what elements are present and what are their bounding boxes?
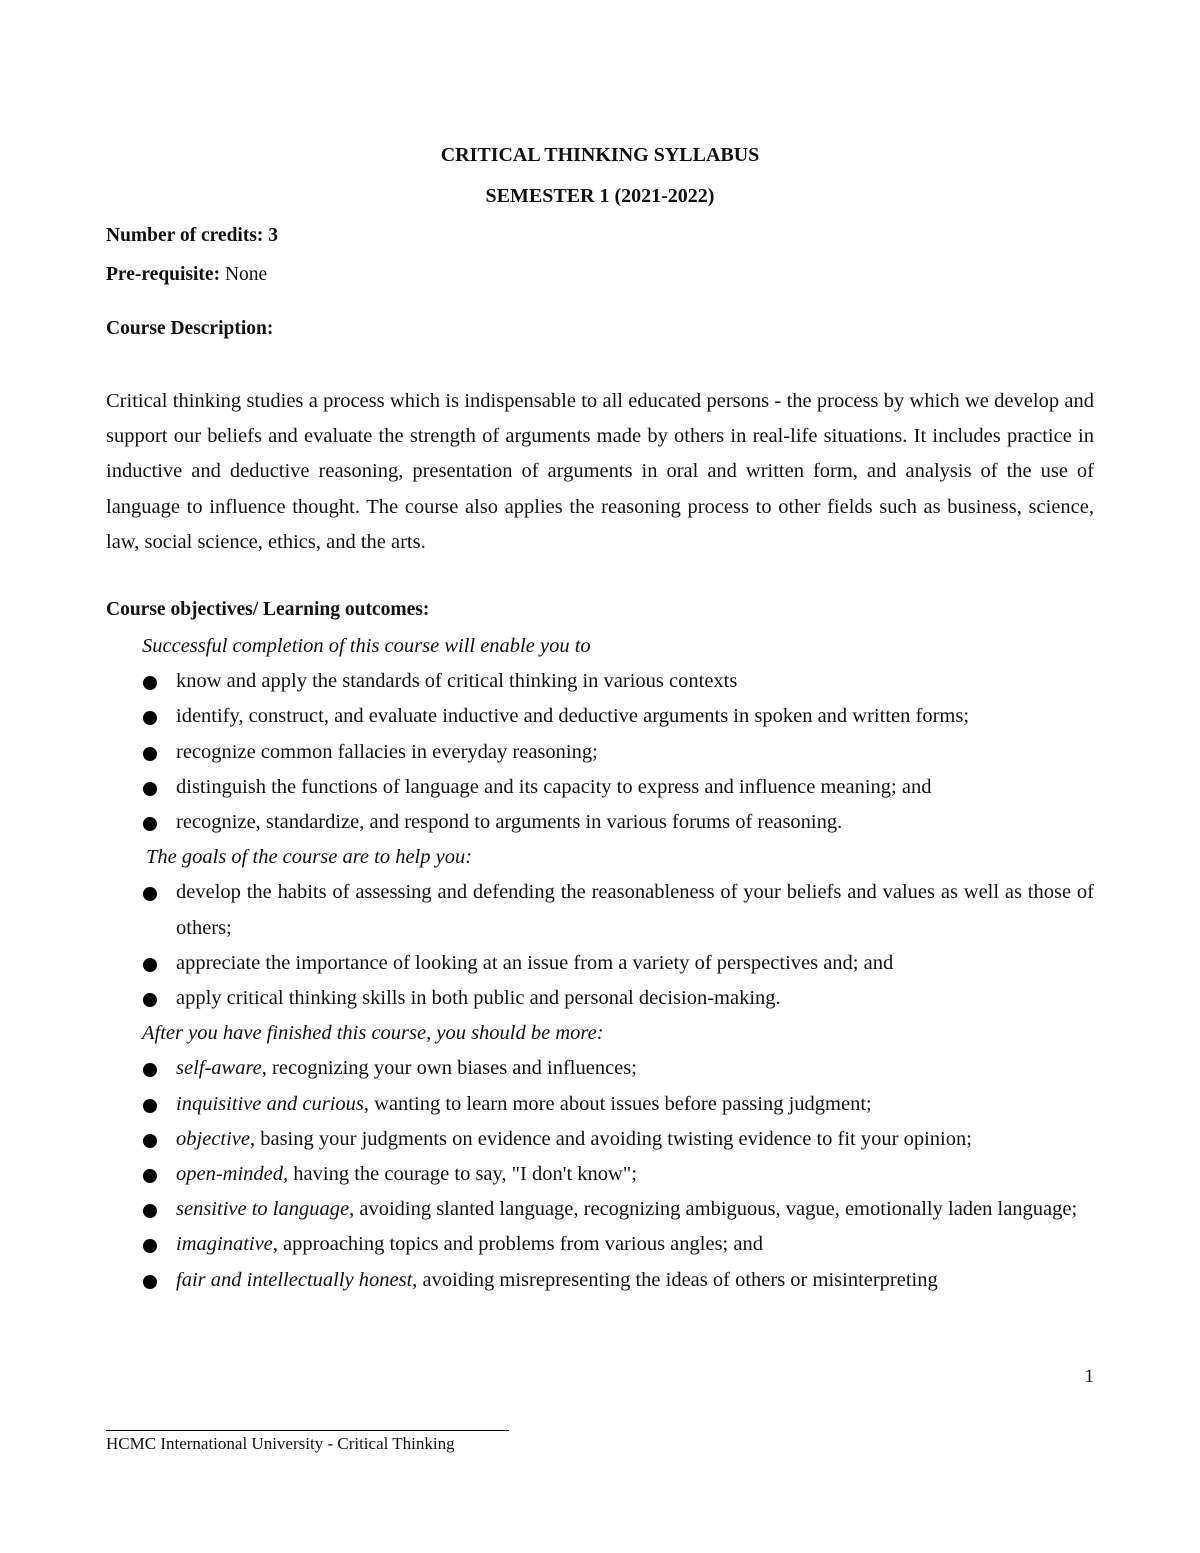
trait-text: , recognizing your own biases and influences; [261,1057,637,1080]
trait-term: inquisitive and curious [176,1092,364,1115]
goals-intro: The goals of the course are to help you: [146,846,473,869]
trait-text: , basing your judgments on evidence and avoiding twisting evidence to fit your opinion; [249,1127,972,1150]
trait-term: sensitive to language [176,1198,350,1221]
trait-text: , avoiding slanted language, recognizing ambiguous, vague, emotionally laden language; [349,1198,1078,1221]
list-item [106,1227,1094,1262]
credits-label: Number of credits: 3 [106,225,279,246]
bullet-icon [143,817,157,831]
footer-text: HCMC International University - Critical Thinking [106,1434,455,1453]
list-item [106,699,1094,734]
list-item [106,1263,1094,1298]
course-description-text: Critical thinking studies a process which is indispensable to all educated persons - the process by which we develop and support our beliefs and evaluate the strength of arguments made by others in real-life situations. It includes practice in inductive and deductive reasoning, presentation of arguments in oral and written form, and analysis of the use of language to influence thought. The course also applies the reasoning process to other fields such as business, science, law, social science, ethics, and the arts. [106,390,1094,553]
list-item [106,770,1094,805]
bullet-icon [143,711,157,725]
bullet-icon [143,1204,157,1218]
list-item-text: know and apply the standards of critical thinking in various contexts [176,670,738,693]
bullet-icon [143,993,157,1007]
bullet-icon [143,1063,157,1077]
list-item [106,946,1094,981]
semester-label: SEMESTER 1 (2021-2022) [485,185,715,207]
list-item [106,664,1094,699]
trait-text: , approaching topics and problems from various angles; and [272,1233,763,1256]
list-item [106,1051,1094,1086]
list-item [106,875,1094,945]
list-item-text: develop the habits of assessing and defending the reasonableness of your beliefs and values as well as those of others; [176,881,1094,939]
trait-term: fair and intellectually honest [176,1268,413,1291]
list-item-text: apply critical thinking skills in both public and personal decision-making. [176,987,781,1010]
prerequisite-value: None [220,264,268,285]
outcomes-list [106,629,1094,1298]
page-number: 1 [1084,1366,1094,1387]
trait-term: self-aware [176,1057,262,1080]
list-item [106,735,1094,770]
trait-text: , avoiding misrepresenting the ideas of others or misinterpreting [412,1268,938,1291]
list-item [106,981,1094,1016]
objectives-heading: Course objectives/ Learning outcomes: [106,599,430,620]
trait-text: , wanting to learn more about issues before passing judgment; [363,1092,872,1115]
trait-term: objective [176,1127,250,1150]
trait-text: , having the courage to say, "I don't know"; [283,1163,637,1186]
list-item-text: appreciate the importance of looking at an issue from a variety of perspectives and; and [176,951,894,974]
trait-term: imaginative [176,1233,273,1256]
list-item-text: identify, construct, and evaluate inductive and deductive arguments in spoken and written forms; [176,705,970,728]
bullet-icon [143,1239,157,1253]
list-item [106,1122,1094,1157]
footer-divider [106,1430,509,1431]
bullet-icon [143,1169,157,1183]
list-item [106,1192,1094,1227]
bullet-icon [143,782,157,796]
prerequisite-label: Pre-requisite: [106,264,221,285]
bullet-icon [143,1134,157,1148]
list-item-text: recognize, standardize, and respond to arguments in various forums of reasoning. [176,811,843,834]
document-title: CRITICAL THINKING SYLLABUS [440,144,760,166]
course-description-heading: Course Description: [106,318,274,339]
list-item [106,1157,1094,1192]
list-item [106,1087,1094,1122]
bullet-icon [143,747,157,761]
bullet-icon [143,958,157,972]
bullet-icon [143,1099,157,1113]
list-item [106,805,1094,840]
list-item-text: distinguish the functions of language and its capacity to express and influence meaning; and [176,775,932,798]
bullet-icon [143,887,157,901]
objectives-intro: Successful completion of this course will enable you to [142,635,591,657]
prerequisite-line [106,264,267,286]
trait-term: open-minded [176,1163,284,1186]
traits-intro: After you have finished this course, you should be more: [142,1022,604,1045]
list-item-text: recognize common fallacies in everyday reasoning; [176,740,598,763]
bullet-icon [143,1275,157,1289]
bullet-icon [143,676,157,690]
